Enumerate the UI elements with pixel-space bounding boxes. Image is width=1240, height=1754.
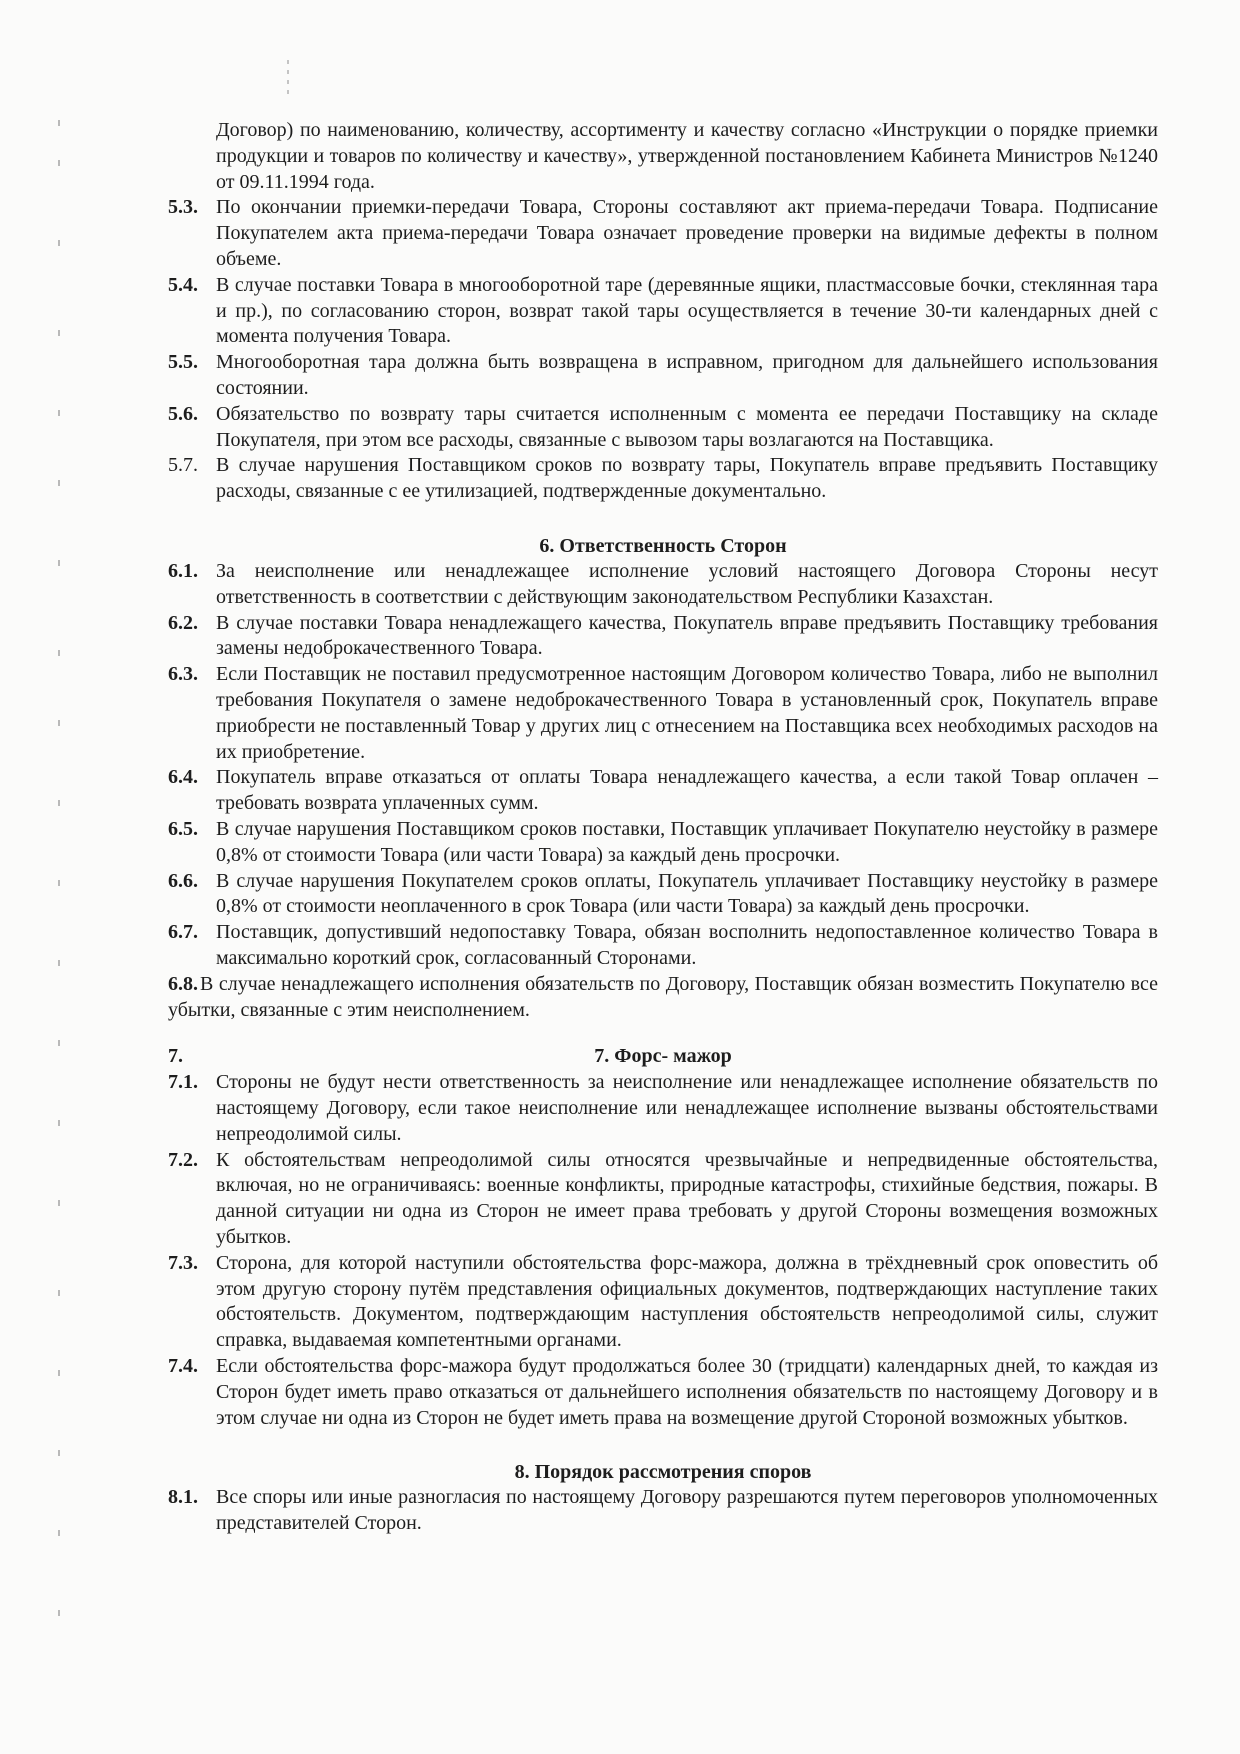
clause-7-4: 7.4. Если обстоятельства форс-мажора будут продолжаться более 30 (тридцати) календарных дней, то каждая из Сторон будет иметь право отказаться от дальнейшего исполнения обязательств по настоящему Договору и в этом случае ни одна из Сторон не будет иметь права на возмещение другой Стороной возможных убытков. (168, 1355, 1158, 1429)
scan-artifact-margin (58, 0, 70, 1754)
section-7-heading: 7. Форс- мажор (594, 1045, 732, 1068)
section-8-heading: 8. Порядок рассмотрения споров (514, 1461, 812, 1484)
clause-6-8: 6.8. В случае ненадлежащего исполнения обязательств по Договору, Поставщик обязан возместить Покупателю все убытки, связанные с этим неисполнением. (168, 972, 1158, 1021)
clause-6-7: 6.7. Поставщик, допустивший недопоставку Товара, обязан восполнить недопоставленное количество Товара в максимально короткий срок, согласованный Сторонами. (168, 921, 1158, 969)
section-8-list (168, 1485, 1158, 1537)
clause-5-6: 5.6. Обязательство по возврату тары считается исполненным с момента ее передачи Поставщику на складе Покупателя, при этом все расходы, связанные с вывозом тары возлагаются на Поставщика. (168, 402, 1158, 451)
clause-5-5: 5.5. Многооборотная тара должна быть возвращена в исправном, пригодном для дальнейшего использования состоянии. (168, 351, 1158, 399)
scan-artifact-top (287, 60, 289, 100)
section-7-list (168, 1070, 1158, 1431)
clause-6-5: 6.5. В случае нарушения Поставщиком сроков поставки, Поставщик уплачивает Покупателю неустойку в размере 0,8% от стоимости Товара (или части Товара) за каждый день просрочки. (168, 817, 1158, 866)
section-5-list (168, 195, 1158, 505)
section-7-number: 7. (168, 1045, 183, 1068)
clause-7-3: 7.3. Сторона, для которой наступили обстоятельства форс-мажора, должна в трёхдневный срок оповестить об этом другую сторону путём представления официальных документов, подтверждающих наступление таких обстоятельств. Документом, подтверждающим наступления обстоятельств непреодолимой силы, служит справка, выдаваемая компетентными органами. (168, 1251, 1158, 1352)
section-6-list (168, 559, 1158, 1023)
clause-5-4: 5.4. В случае поставки Товара в многооборотной таре (деревянные ящики, пластмассовые бочки, стеклянная тара и пр.), по согласованию сторон, возврат такой тары осуществляется в течение 30-ти календарных дней с момента получения Товара. (168, 273, 1158, 348)
clause-5-3: 5.3. По окончании приемки-передачи Товара, Стороны составляют акт приема-передачи Товара. Подписание Покупателем акта приема-передачи Товара означает проведение проверки на видимые дефекты в полном объеме. (168, 196, 1158, 270)
clause-6-2: 6.2. В случае поставки Товара ненадлежащего качества, Покупатель вправе предъявить Поставщику требования замены недоброкачественного Товара. (168, 611, 1158, 660)
section-6-heading: 6. Ответственность Сторон (539, 534, 787, 557)
clause-8-1: 8.1. Все споры или иные разногласия по настоящему Договору разрешаются путем переговоров уполномоченных представителей Сторон. (168, 1486, 1158, 1535)
clause-6-1: 6.1. За неисполнение или ненадлежащее исполнение условий настоящего Договора Стороны несут ответственность в соответствии с действующим законодательством Республики Казахстан. (168, 559, 1158, 608)
document-body (168, 118, 1158, 1537)
clause-7-2: 7.2. К обстоятельствам непреодолимой силы относятся чрезвычайные и непредвиденные обстоятельства, включая, но не ограничиваясь: военные конфликты, природные катастрофы, стихийные бедствия, пожары. В данной ситуации ни одна из Сторон не имеет права требовать у другой Стороны возмещения возможных убытков. (168, 1148, 1158, 1249)
intro-paragraph: Договор) по наименованию, количеству, ассортименту и качеству согласно «Инструкции о порядке приемки продукции и товаров по количеству и качеству», утвержденной постановлением Кабинета Министров №1240 от 09.11.1994 года. (216, 119, 1158, 193)
clause-7-1: 7.1. Стороны не будут нести ответственность за неисполнение или ненадлежащее исполнение обязательств по настоящему Договору, если такое неисполнение или ненадлежащее исполнение вызваны обстоятельствами непреодолимой силы. (168, 1071, 1158, 1145)
clause-6-6: 6.6. В случае нарушения Покупателем сроков оплаты, Покупатель уплачивает Поставщику неустойку в размере 0,8% от стоимости неоплаченного в срок Товара (или части Товара) за каждый день просрочки. (168, 869, 1158, 918)
clause-6-4: 6.4. Покупатель вправе отказаться от оплаты Товара ненадлежащего качества, а если такой Товар оплачен – требовать возврата уплаченных сумм. (168, 766, 1158, 815)
section-7-heading-row (168, 1043, 1158, 1070)
clause-6-3: 6.3. Если Поставщик не поставил предусмотренное настоящим Договором количество Товара, либо не выполнил требования Покупателя о замене недоброкачественного Товара в установленный срок, Покупатель вправе приобрести не поставленный Товар у других лиц с отнесением на Поставщика всех необходимых расходов на их приобретение. (168, 663, 1158, 763)
clause-5-7: 5.7. В случае нарушения Поставщиком сроков по возврату тары, Покупатель вправе предъявить Поставщику расходы, связанные с ее утилизацией, подтвержденные документально. (168, 454, 1158, 503)
